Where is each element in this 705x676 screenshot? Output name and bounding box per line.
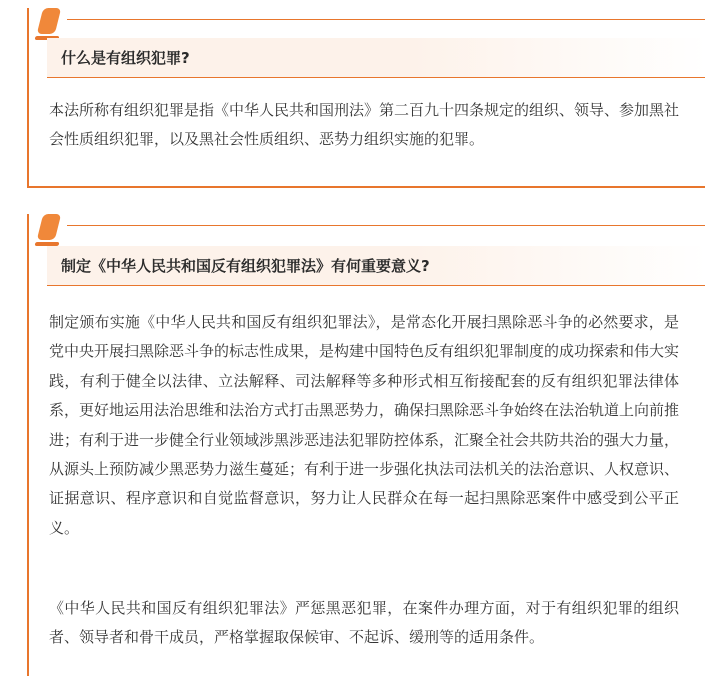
qa-card-1 xyxy=(27,8,705,188)
answer-paragraph: 《中华人民共和国反有组织犯罪法》严惩黑恶犯罪，在案件办理方面，对于有组织犯罪的组织者、领导者和骨干成员，严格掌握取保候审、不起诉、缓刑等的适用条件。 xyxy=(49,599,679,647)
answer-paragraph: 制定颁布实施《中华人民共和国反有组织犯罪法》，是常态化开展扫黑除恶斗争的必然要求，是党中央开展扫黑除恶斗争的标志性成果，是构建中国特色反有组织犯罪制度的成功探索和伟大实践，有利于健全以法律、立法解释、司法解释等多种形式相互衔接配套的反有组织犯罪法律体系，更好地运用法治思维和法治方式打击黑恶势力，确保扫黑除恶斗争始终在法治轨道上向前推进；有利于进一步健全行业领域涉黑涉恶违法犯罪防控体系，汇聚全社会共防共治的强大力量，从源头上预防减少黑恶势力滋生蔓延；有利于进一步强化执法司法机关的法治意识、人权意识、证据意识、程序意识和自觉监督意识，努力让人民群众在每一起扫黑除恶案件中感受到公平正义。 xyxy=(49,313,680,537)
question-title: 制定《中华人民共和国反有组织犯罪法》有何重要意义? xyxy=(61,257,430,275)
divider xyxy=(67,19,705,20)
qa-card-2 xyxy=(27,214,705,676)
divider xyxy=(67,225,705,226)
question-title: 什么是有组织犯罪? xyxy=(61,49,190,67)
section-tab-icon xyxy=(34,214,64,248)
section-tab-icon xyxy=(34,8,64,42)
answer-paragraph: 本法所称有组织犯罪是指《中华人民共和国刑法》第二百九十四条规定的组织、领导、参加黑社会性质组织犯罪，以及黑社会性质组织、恶势力组织实施的犯罪。 xyxy=(49,101,680,149)
question-header xyxy=(47,246,705,286)
question-header xyxy=(47,38,705,78)
